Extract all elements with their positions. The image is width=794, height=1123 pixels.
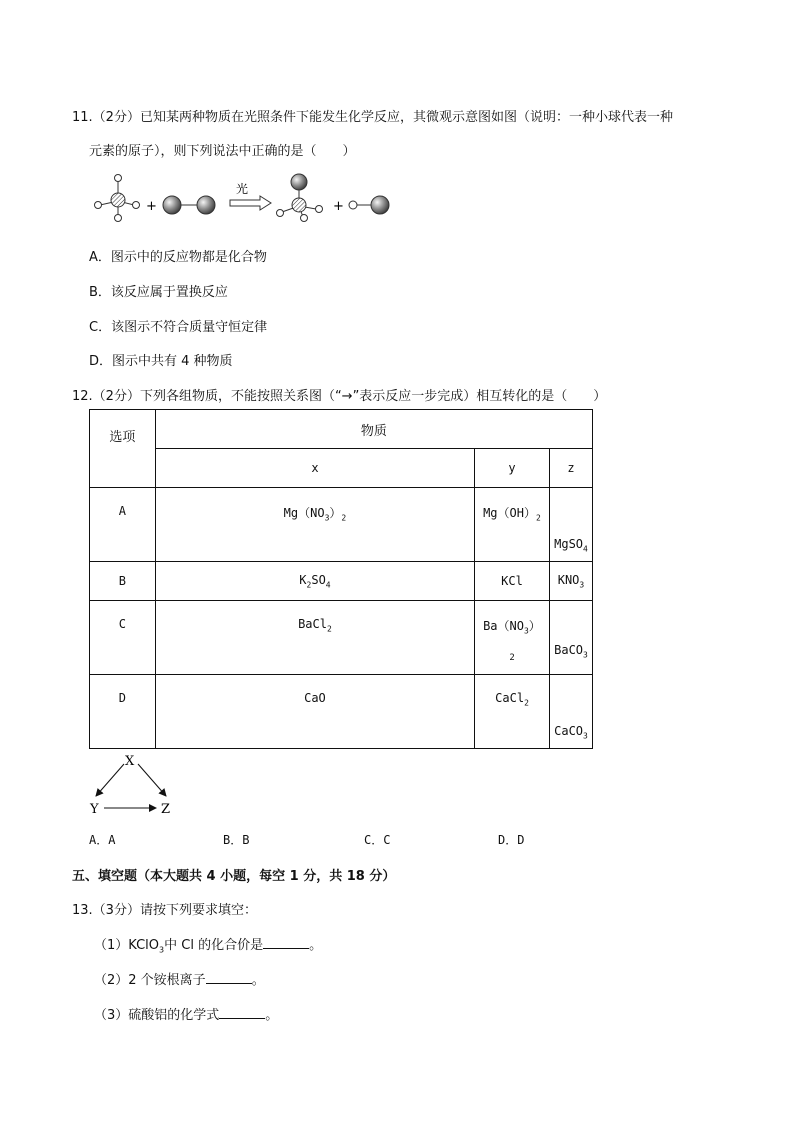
q11-option-d: D．图示中共有 4 种物质 [89, 354, 233, 369]
q12-answer-d: D．D [498, 833, 525, 847]
plus-sign-1: + [146, 199, 157, 214]
reaction-arrow-icon [230, 196, 271, 210]
node-x: X [125, 754, 135, 769]
row-x: $K_2SO_4$ [155, 562, 474, 601]
q13-item-3: （3）硫酸铝的化学式 。 [94, 1008, 279, 1023]
table-row [90, 601, 593, 675]
q13-item-1: （1）KClO$_3$中 Cl 的化合价是 。 [94, 938, 323, 955]
answer-blank[interactable] [263, 936, 309, 949]
row-z: CaCO$_3$ [549, 675, 592, 749]
q11-stem-line2: 元素的原子），则下列说法中正确的是（ ） [89, 144, 356, 159]
node-y: Y [90, 802, 99, 817]
header-option: 选项 [90, 410, 156, 488]
answer-blank[interactable] [206, 971, 252, 984]
methane-molecule-icon [95, 175, 140, 222]
row-x: CaO [155, 675, 474, 749]
header-substance: 物质 [155, 410, 592, 449]
q12-stem: 12.（2分）下列各组物质，不能按照关系图（“→”表示反应一步完成）相互转化的是（ ） [72, 389, 607, 404]
row-option: A [90, 488, 156, 562]
node-z: Z [161, 802, 171, 817]
header-x: x [155, 449, 474, 488]
header-y: y [475, 449, 550, 488]
row-option: D [90, 675, 156, 749]
header-z: z [549, 449, 592, 488]
q11-option-c: C．该图示不符合质量守恒定律 [89, 320, 268, 335]
answer-blank[interactable] [219, 1006, 265, 1019]
row-z: BaCO$_3$ [549, 601, 592, 675]
row-y: $Mg(OH)_2$ [475, 488, 550, 562]
row-y: $Ba(NO_3)$ 2 [475, 601, 550, 675]
q13-item-2: （2）2 个铵根离子 。 [94, 973, 265, 988]
arrow-x-to-z [138, 764, 166, 796]
table-row [90, 488, 593, 562]
q11-option-a: A．图示中的反应物都是化合物 [89, 250, 267, 265]
xyz-relation-diagram [86, 750, 186, 818]
q11-option-b: B．该反应属于置换反应 [89, 285, 228, 300]
plus-sign-2: + [333, 199, 344, 214]
q12-answer-b: B．B [223, 833, 250, 847]
hydrogen-chloride-molecule-icon [349, 196, 389, 214]
row-z: MgSO$_4$ [549, 488, 592, 562]
table-row [90, 675, 593, 749]
q11-stem-line1: 11.（2分）已知某两种物质在光照条件下能发生化学反应，其微观示意图如图（说明：一种小球代表一种 [72, 110, 673, 125]
q13-stem: 13.（3分）请按下列要求填空： [72, 903, 257, 918]
section-title: 五、填空题（本大题共 4 小题，每空 1 分，共 18 分） [72, 869, 396, 884]
q12-answer-a: A．A [89, 833, 116, 847]
q12-answer-c: C．C [364, 833, 391, 847]
row-z: $KNO_3$ [549, 562, 592, 601]
chlorine-molecule-icon [163, 196, 215, 214]
row-y: KCl [475, 562, 550, 601]
row-option: B [90, 562, 156, 601]
arrow-label-light: 光 [236, 182, 249, 196]
q12-table [89, 409, 593, 749]
row-y: CaCl$_2$ [475, 675, 550, 749]
reaction-diagram [88, 172, 398, 222]
table-row [90, 562, 593, 601]
row-option: C [90, 601, 156, 675]
row-x: BaCl$_2$ [155, 601, 474, 675]
row-x: $Mg(NO_3)_2$ [155, 488, 474, 562]
chloromethane-molecule-icon [277, 174, 323, 222]
arrow-x-to-y [96, 764, 124, 796]
